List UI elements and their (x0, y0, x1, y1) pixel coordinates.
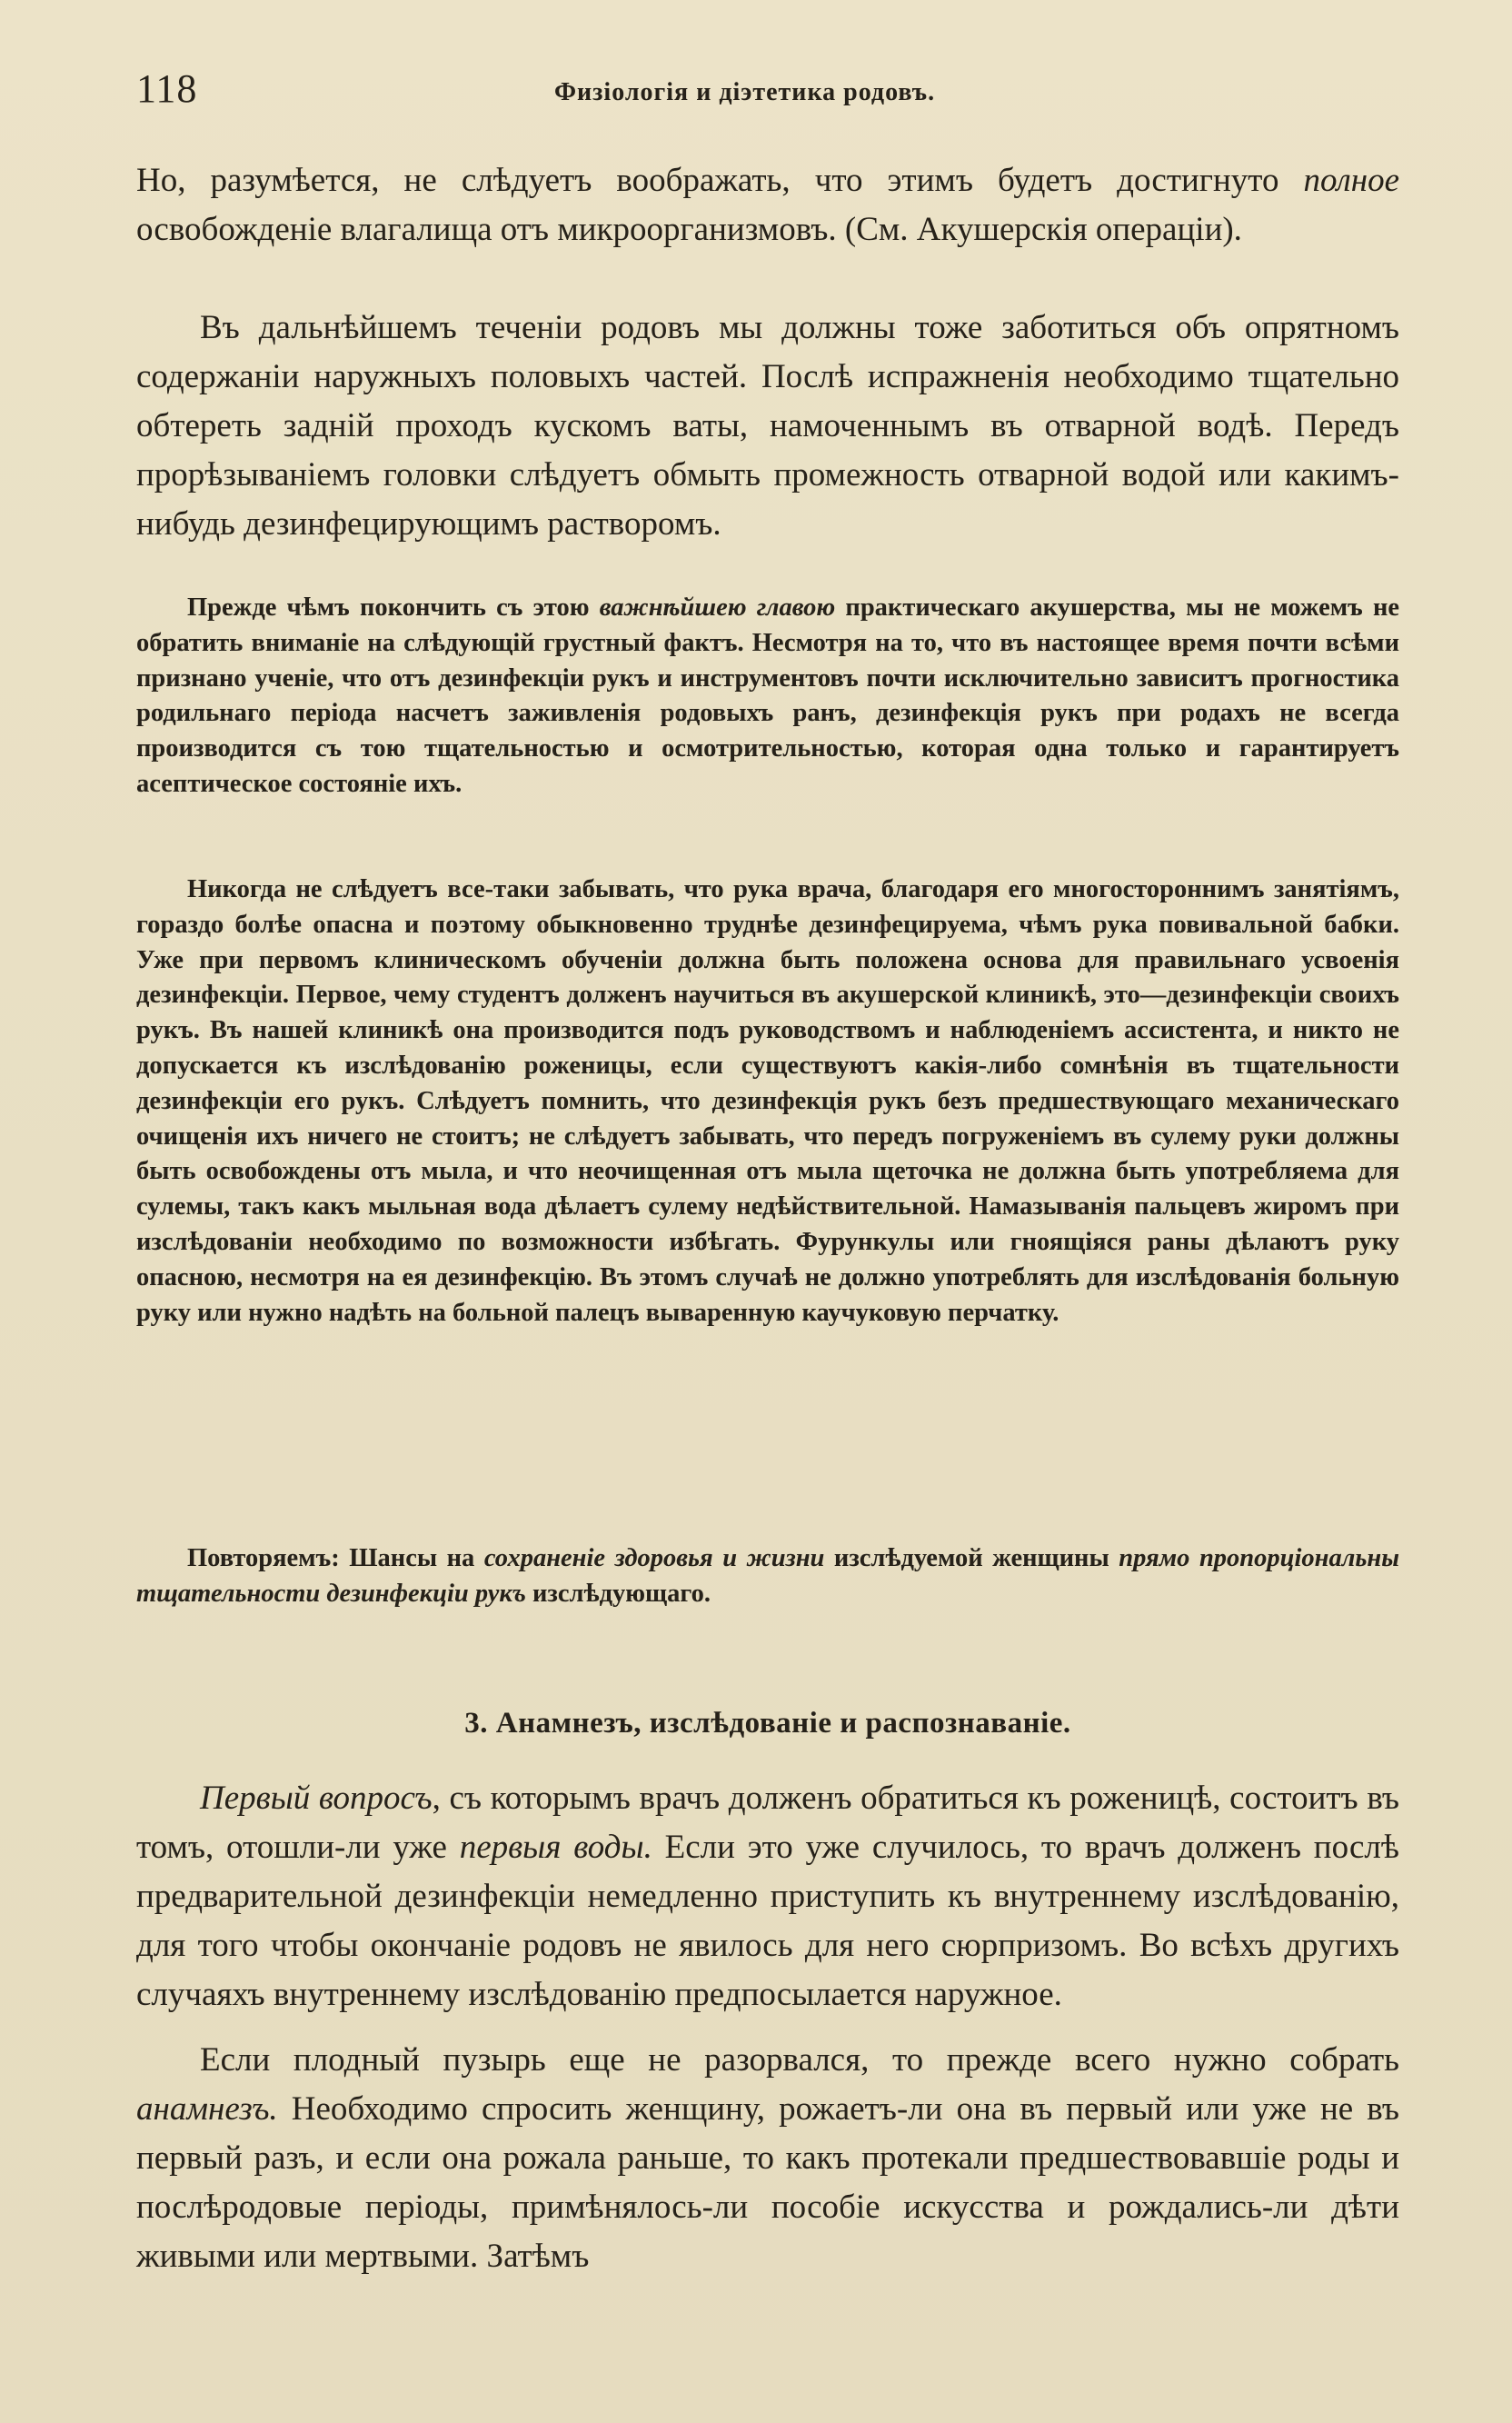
body-text: Въ дальнѣйшемъ теченіи родовъ мы должны тоже заботиться объ опрятномъ содержаніи наружныхъ половыхъ частей. Послѣ испражненія необходимо тщательно обтереть задній проходъ кускомъ ваты, намоченнымъ въ отварной водѣ. Передъ прорѣзываніемъ головки слѣдуетъ обмыть промежность отварной водой или какимъ-нибудь дезинфецирующимъ растворомъ. (136, 309, 1399, 543)
section-heading: 3. Анамнезъ, изслѣдованіе и распознаваніе. (464, 1707, 1071, 1740)
body-text: Никогда не слѣдуетъ все-таки забывать, что рука врача, благодаря его многостороннимъ занятіямъ, гораздо болѣе опасна и поэтому обыкновенно труднѣе дезинфецируема, чѣмъ рука повивальной бабки. Уже при первомъ клиническомъ обученіи должна быть положена основа для правильнаго усвоенія дезинфекціи. Первое, чему студентъ долженъ научиться въ акушерской клиникѣ, это—дезинфекціи своихъ рукъ. Въ нашей клиникѣ она производится подъ руководствомъ и наблюденіемъ ассистента, и никто не допускается къ изслѣдованію роженицы, если существуютъ какія-либо сомнѣнія въ тщательности дезинфекціи его рукъ. Слѣдуетъ помнить, что дезинфекція рукъ безъ предшествующаго механическаго очищенія ихъ ничего не стоитъ; не слѣдуетъ забывать, что передъ погруженіемъ въ сулему руки должны быть освобождены отъ мыла, и что неочищенная отъ мыла щеточка не должна быть употребляема для сулемы, такъ какъ мыльная вода дѣлаетъ сулему недѣйствительной. Намазыванія пальцевъ жиромъ при изслѣдованіи необходимо по возможности избѣгать. Фурункулы или гноящіяся раны дѣлаютъ руку опасною, несмотря на ея дезинфекцію. Въ этомъ случаѣ не должно употреблять для изслѣдованія больную руку или нужно надѣть на больной палецъ вываренную каучуковую перчатку. (136, 875, 1399, 1327)
body-text: изслѣдующаго. (525, 1579, 711, 1608)
body-text: Прежде чѣмъ покончить съ этою (187, 593, 600, 622)
running-title: Физіологія и діэтетика родовъ. (554, 78, 936, 106)
body-text: освобожденіе влагалища отъ микроорганизмовъ. (См. Акушерскія операціи). (136, 211, 1242, 248)
body-text: изслѣдуемой женщины (824, 1544, 1119, 1572)
italic-text: важнѣйшею главою (599, 593, 836, 622)
italic-text: прямо пропорціональны тщательности дезинфекціи рукъ (136, 1544, 1399, 1608)
body-text: Но, разумѣется, не слѣдуетъ воображать, что этимъ будетъ достигнуто (136, 162, 1304, 199)
paragraph (136, 872, 1399, 1331)
body-text: практическаго акушерства, мы не можемъ не обратить вниманіе на слѣдующій грустный фактъ. Несмотря на то, что въ настоящее время почти всѣми признано ученіе, что отъ дезинфекціи рукъ и инструментовъ почти исключительно зависитъ прогностика родильнаго періода насчетъ заживленія родовыхъ ранъ, дезинфекція рукъ при родахъ не всегда производится съ тою тщательностью и осмотрительностью, которая одна только и гарантируетъ асептическое состояніе ихъ. (136, 593, 1400, 798)
body-text: , съ которымъ врачъ долженъ обратиться къ роженицѣ, состоитъ въ томъ, отошли-ли уже (136, 1780, 1399, 1866)
body-text: Повторяемъ: Шансы на (187, 1544, 484, 1572)
paragraph (136, 591, 1399, 803)
paragraph (136, 304, 1399, 549)
page-header (136, 65, 1372, 120)
italic-text: полное (1303, 162, 1399, 199)
body-text: Если плодный пузырь еще не разорвался, то прежде всего нужно собрать (200, 2041, 1399, 2079)
paragraph (136, 156, 1399, 254)
paragraph (136, 1541, 1399, 1612)
body-text: Если это уже случилось, то врачъ долженъ послѣ предварительной дезинфекціи немедленно приступить къ внутреннему изслѣдованію, для того чтобы окончаніе родовъ не явилось для него сюрпризомъ. Во всѣхъ другихъ случаяхъ внутреннему изслѣдованію предпосылается наружное. (136, 1829, 1399, 2013)
paragraph (136, 1774, 1399, 2019)
italic-text: сохраненіе здоровья и жизни (483, 1544, 825, 1572)
italic-text: первыя воды. (459, 1829, 652, 1866)
italic-text: анамнезъ. (136, 2090, 278, 2128)
italic-text: Первый вопросъ (200, 1780, 433, 1817)
page-number: 118 (136, 66, 198, 111)
body-text: Необходимо спросить женщину, рожаетъ-ли она въ первый или уже не въ первый разъ, и если она рожала раньше, то какъ протекали предшествовавшіе роды и послѣродовые періоды, примѣнялось-ли пособіе искусства и рождались-ли дѣти живыми или мертвыми. Затѣмъ (136, 2090, 1399, 2275)
paragraph (136, 2036, 1399, 2281)
